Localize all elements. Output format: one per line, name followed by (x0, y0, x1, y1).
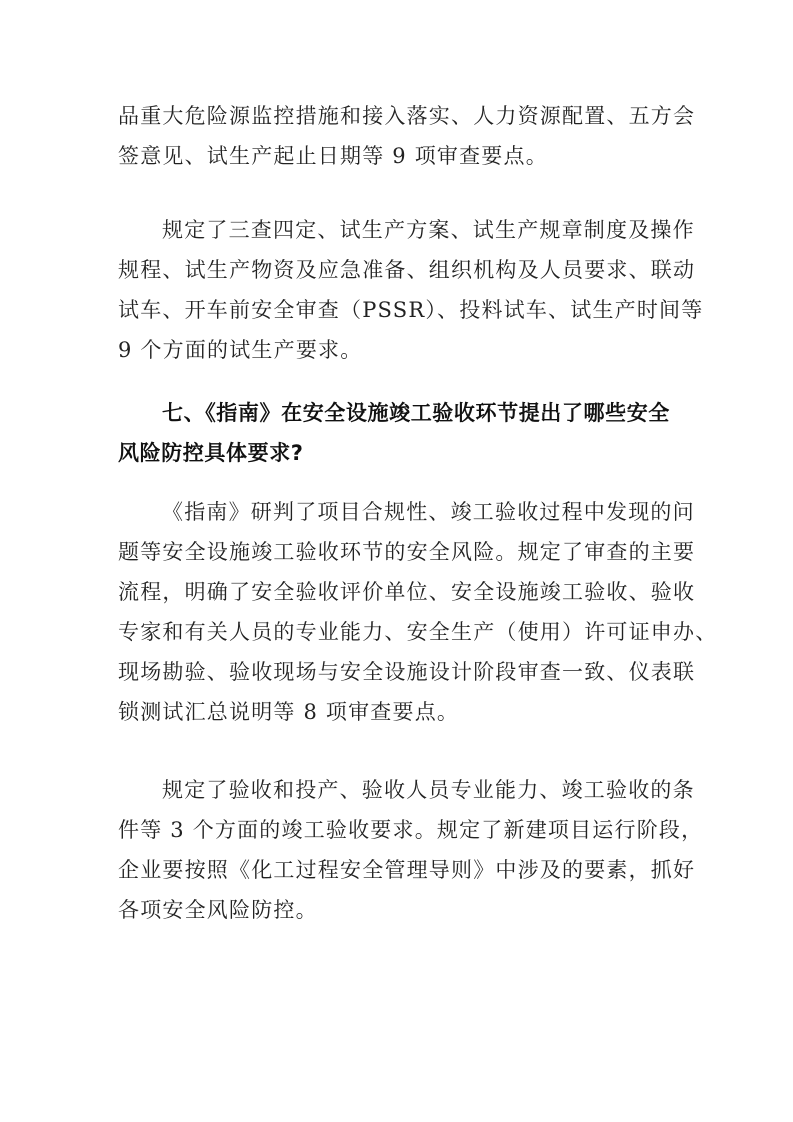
text-line: 品重大危险源监控措施和接入落实、人力资源配置、五方会 (118, 104, 696, 128)
text-line: 《指南》研判了项目合规性、竣工验收过程中发现的问 (162, 500, 695, 524)
text-line: 试车、开车前安全审查（PSSR）、投料试车、试生产时间等 (118, 298, 704, 322)
text-line: 各项安全风险防控。 (118, 898, 318, 922)
heading-line: 风险防控具体要求? (118, 441, 304, 465)
text-line: 锁测试汇总说明等 8 项审查要点。 (118, 700, 460, 724)
section-heading-seven (118, 393, 678, 473)
text-line: 规定了验收和投产、验收人员专业能力、竣工验收的条 (162, 778, 695, 802)
paragraph-trial-requirements (118, 210, 704, 370)
text-line: 题等安全设施竣工验收环节的安全风险。规定了审查的主要 (118, 540, 696, 564)
paragraph-acceptance-requirements (118, 770, 704, 930)
text-line: 流程，明确了安全验收评价单位、安全设施竣工验收、验收 (118, 580, 696, 604)
paragraph-acceptance-review (118, 492, 718, 732)
text-line: 规定了三查四定、试生产方案、试生产规章制度及操作 (162, 218, 695, 242)
text-line: 专家和有关人员的专业能力、安全生产（使用）许可证申办、 (118, 620, 718, 644)
text-line: 件等 3 个方面的竣工验收要求。规定了新建项目运行阶段， (118, 818, 704, 842)
text-line: 9 个方面的试生产要求。 (118, 338, 363, 362)
heading-line: 七、《指南》在安全设施竣工验收环节提出了哪些安全 (162, 401, 670, 425)
text-line: 签意见、试生产起止日期等 9 项审查要点。 (118, 144, 548, 168)
text-line: 规程、试生产物资及应急准备、组织机构及人员要求、联动 (118, 258, 696, 282)
paragraph-trial-review-points (118, 96, 696, 176)
text-line: 企业要按照《化工过程安全管理导则》中涉及的要素，抓好 (118, 858, 696, 882)
text-line: 现场勘验、验收现场与安全设施设计阶段审查一致、仪表联 (118, 660, 696, 684)
